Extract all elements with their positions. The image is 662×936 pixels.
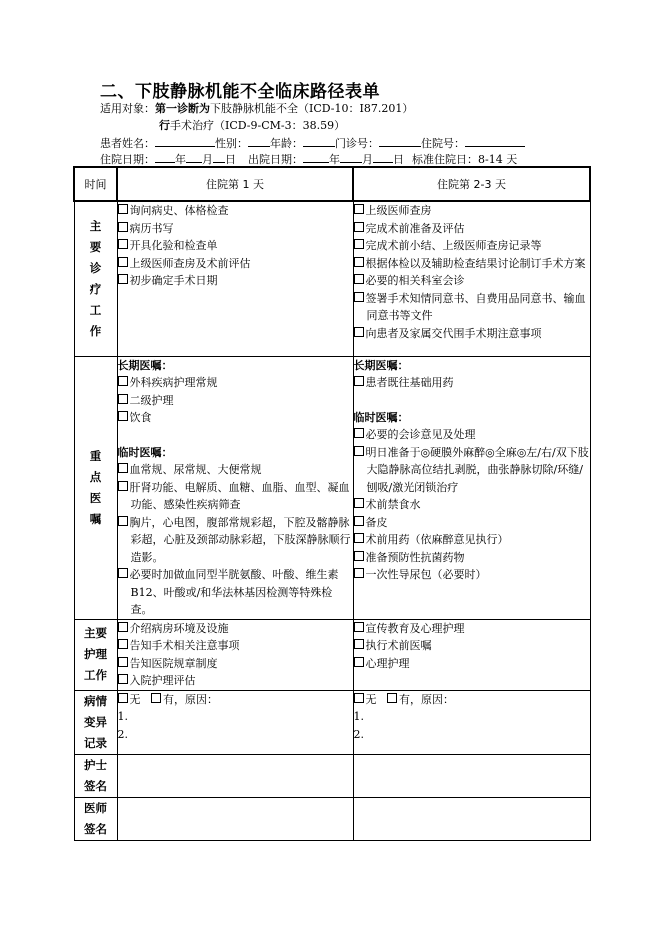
diagnosis-row-label: 主 要 诊 疗 工 作 — [74, 201, 117, 356]
list-item: 入院护理评估 — [118, 672, 353, 690]
checkbox[interactable] — [118, 463, 128, 473]
admit-year-unit: 年 — [175, 153, 186, 166]
admit-month-unit: 月 — [202, 153, 213, 166]
header-day23: 住院第 2-3 天 — [353, 167, 590, 201]
header-time: 时间 — [74, 167, 117, 201]
scope-label: 适用对象： — [100, 102, 155, 115]
list-item: 上级医师查房 — [354, 202, 590, 220]
nursing-row-label: 主要 护理 工作 — [74, 619, 117, 690]
orders-row-label: 重 点 医 嘱 — [74, 356, 117, 619]
checkbox[interactable] — [354, 222, 364, 232]
checkbox[interactable] — [118, 411, 128, 421]
list-item: 执行术前医嘱 — [354, 637, 590, 655]
diagnosis-row — [74, 201, 590, 356]
list-item: 签署手术知情同意书、自费用品同意书、输血同意书等文件 — [354, 290, 590, 325]
yes-checkbox[interactable] — [151, 693, 161, 703]
temporary-orders-heading: 临时医嘱： — [117, 445, 173, 459]
list-item: 二级护理 — [118, 392, 353, 410]
scope-line2-bold: 行 — [159, 119, 170, 132]
checkbox[interactable] — [354, 257, 364, 267]
scope-line-2 — [159, 119, 345, 133]
checkbox[interactable] — [354, 204, 364, 214]
list-item: 血常规、尿常规、大便常规 — [118, 461, 353, 479]
list-item: 开具化验和检查单 — [118, 237, 353, 255]
list-item: 一次性导尿包（必要时） — [354, 566, 590, 584]
doctor-sign-label: 医师 签名 — [74, 797, 117, 840]
age-label: 年龄： — [270, 137, 303, 150]
discharge-month-field[interactable] — [340, 151, 362, 163]
list-item: 告知手术相关注意事项 — [118, 637, 353, 655]
list-item: 完成术前小结、上级医师查房记录等 — [354, 237, 590, 255]
checkbox[interactable] — [118, 568, 128, 578]
header-day1: 住院第 1 天 — [117, 167, 353, 201]
variation-day1-cell — [117, 690, 353, 754]
checkbox[interactable] — [354, 274, 364, 284]
variation-row — [74, 690, 590, 754]
checkbox[interactable] — [118, 222, 128, 232]
orders-row — [74, 356, 590, 619]
checkbox[interactable] — [118, 239, 128, 249]
nurse-sign-label: 护士 签名 — [74, 754, 117, 797]
list-item: 肝肾功能、电解质、血糖、血脂、血型、凝血功能、感染性疾病筛查 — [118, 479, 353, 514]
checkbox[interactable] — [118, 674, 128, 684]
none-checkbox[interactable] — [354, 693, 364, 703]
age-field[interactable] — [303, 135, 335, 147]
nurse-sign-day1-field[interactable] — [117, 754, 353, 797]
list-item: 根据体检以及辅助检查结果讨论制订手术方案 — [354, 255, 590, 273]
discharge-date-label: 出院日期： — [248, 153, 303, 166]
list-item: 必要的会诊意见及处理 — [354, 426, 590, 444]
variation-day23-cell — [353, 690, 590, 754]
list-item: 询问病史、体格检查 — [118, 202, 353, 220]
sex-field[interactable] — [248, 135, 270, 147]
checkbox[interactable] — [354, 622, 364, 632]
patient-name-label: 患者姓名： — [100, 137, 155, 150]
clinic-no-field[interactable] — [379, 135, 421, 147]
yes-checkbox[interactable] — [387, 693, 397, 703]
checkbox[interactable] — [118, 257, 128, 267]
discharge-day-unit: 日 — [393, 153, 404, 166]
nurse-sign-day23-field[interactable] — [353, 754, 590, 797]
admit-month-field[interactable] — [186, 151, 202, 163]
discharge-month-unit: 月 — [362, 153, 373, 166]
list-item: 告知医院规章制度 — [118, 655, 353, 673]
nursing-day23-cell — [353, 619, 590, 690]
nursing-day1-cell — [117, 619, 353, 690]
discharge-day-field[interactable] — [373, 151, 393, 163]
list-item: 完成术前准备及评估 — [354, 220, 590, 238]
list-item: 备皮 — [354, 514, 590, 532]
nurse-sign-row — [74, 754, 590, 797]
admit-date-label: 住院日期： — [100, 153, 155, 166]
checkbox[interactable] — [118, 622, 128, 632]
doctor-sign-row — [74, 797, 590, 840]
clinic-no-label: 门诊号： — [335, 137, 379, 150]
checkbox[interactable] — [354, 533, 364, 543]
doctor-sign-day23-field[interactable] — [353, 797, 590, 840]
checkbox[interactable] — [354, 657, 364, 667]
checkbox[interactable] — [354, 376, 364, 386]
checkbox[interactable] — [354, 428, 364, 438]
scope-line2-text: 手术治疗（ICD-9-CM-3：38.59） — [170, 119, 346, 132]
list-item: 明日准备于◎硬膜外麻醉◎全麻◎左/右/双下肢大隐静脉高位结扎剥脱，曲张静脉切除/环缝/刨吸/激光闭锁治疗 — [354, 444, 590, 497]
variation-line-2[interactable]: 2. — [117, 727, 128, 741]
long-term-orders-heading: 长期医嘱： — [117, 358, 173, 372]
dates-line — [100, 151, 517, 167]
list-item: 术前禁食水 — [354, 496, 590, 514]
checkbox[interactable] — [354, 568, 364, 578]
nursing-row — [74, 619, 590, 690]
scope-bold: 第一诊断为 — [155, 102, 210, 115]
checkbox[interactable] — [118, 481, 128, 491]
list-item: 术前用药（依麻醉意见执行） — [354, 531, 590, 549]
page-title: 二、下肢静脉机能不全临床路径表单 — [100, 82, 380, 102]
patient-name-field[interactable] — [155, 135, 215, 147]
scope-text: 下肢静脉机能不全（ICD-10：I87.201） — [210, 102, 414, 115]
checkbox[interactable] — [354, 498, 364, 508]
standard-stay: 标准住院日：8-14 天 — [412, 153, 518, 166]
inpatient-no-field[interactable] — [465, 135, 525, 147]
list-item: 饮食 — [118, 409, 353, 427]
checkbox[interactable] — [118, 516, 128, 526]
list-item: 初步确定手术日期 — [118, 272, 353, 290]
variation-row-label: 病情 变异 记录 — [74, 690, 117, 754]
checkbox[interactable] — [118, 376, 128, 386]
checkbox[interactable] — [354, 327, 364, 337]
sex-label: 性别： — [215, 137, 248, 150]
doctor-sign-day1-field[interactable] — [117, 797, 353, 840]
list-item: 准备预防性抗菌药物 — [354, 549, 590, 567]
variation-options: 无 有，原因： — [118, 691, 353, 709]
long-term-orders-heading: 长期医嘱： — [353, 358, 409, 372]
list-item: 必要时加做血同型半胱氨酸、叶酸、维生素 B12、叶酸或/和华法林基因检测等特殊检查。 — [118, 566, 353, 619]
checkbox[interactable] — [354, 516, 364, 526]
none-checkbox[interactable] — [118, 693, 128, 703]
list-item: 向患者及家属交代围手术期注意事项 — [354, 325, 590, 343]
list-item: 必要的相关科室会诊 — [354, 272, 590, 290]
admit-day-field[interactable] — [213, 151, 225, 163]
variation-options: 无 有，原因： — [354, 691, 590, 709]
checkbox[interactable] — [118, 204, 128, 214]
checkbox[interactable] — [118, 639, 128, 649]
orders-day23-cell — [353, 356, 590, 619]
clinical-pathway-table — [73, 166, 591, 841]
temporary-orders-heading: 临时医嘱： — [353, 410, 409, 424]
patient-info-line — [100, 135, 525, 151]
checkbox[interactable] — [118, 394, 128, 404]
list-item: 心理护理 — [354, 655, 590, 673]
checkbox[interactable] — [354, 446, 364, 456]
scope-line-1 — [100, 102, 413, 116]
checkbox[interactable] — [118, 657, 128, 667]
list-item: 宣传教育及心理护理 — [354, 620, 590, 638]
table-header-row — [74, 167, 590, 201]
diagnosis-day23-cell — [353, 201, 590, 356]
checkbox[interactable] — [354, 239, 364, 249]
list-item: 介绍病房环境及设施 — [118, 620, 353, 638]
checkbox[interactable] — [118, 274, 128, 284]
checkbox[interactable] — [354, 292, 364, 302]
admit-year-field[interactable] — [155, 151, 175, 163]
diagnosis-day1-cell — [117, 201, 353, 356]
variation-line-1[interactable]: 1. — [117, 710, 128, 723]
variation-line-2[interactable]: 2. — [353, 727, 364, 741]
checkbox[interactable] — [354, 551, 364, 561]
variation-line-1[interactable]: 1. — [353, 710, 364, 723]
list-item: 胸片，心电图，腹部常规彩超，下腔及髂静脉彩超，心脏及颈部动脉彩超，下肢深静脉顺行造影。 — [118, 514, 353, 567]
checkbox[interactable] — [354, 639, 364, 649]
discharge-year-unit: 年 — [329, 153, 340, 166]
inpatient-no-label: 住院号： — [421, 137, 465, 150]
orders-day1-cell — [117, 356, 353, 619]
list-item: 病历书写 — [118, 220, 353, 238]
list-item: 患者既往基础用药 — [354, 374, 590, 392]
discharge-year-field[interactable] — [303, 151, 329, 163]
list-item: 上级医师查房及术前评估 — [118, 255, 353, 273]
admit-day-unit: 日 — [225, 153, 236, 166]
list-item: 外科疾病护理常规 — [118, 374, 353, 392]
